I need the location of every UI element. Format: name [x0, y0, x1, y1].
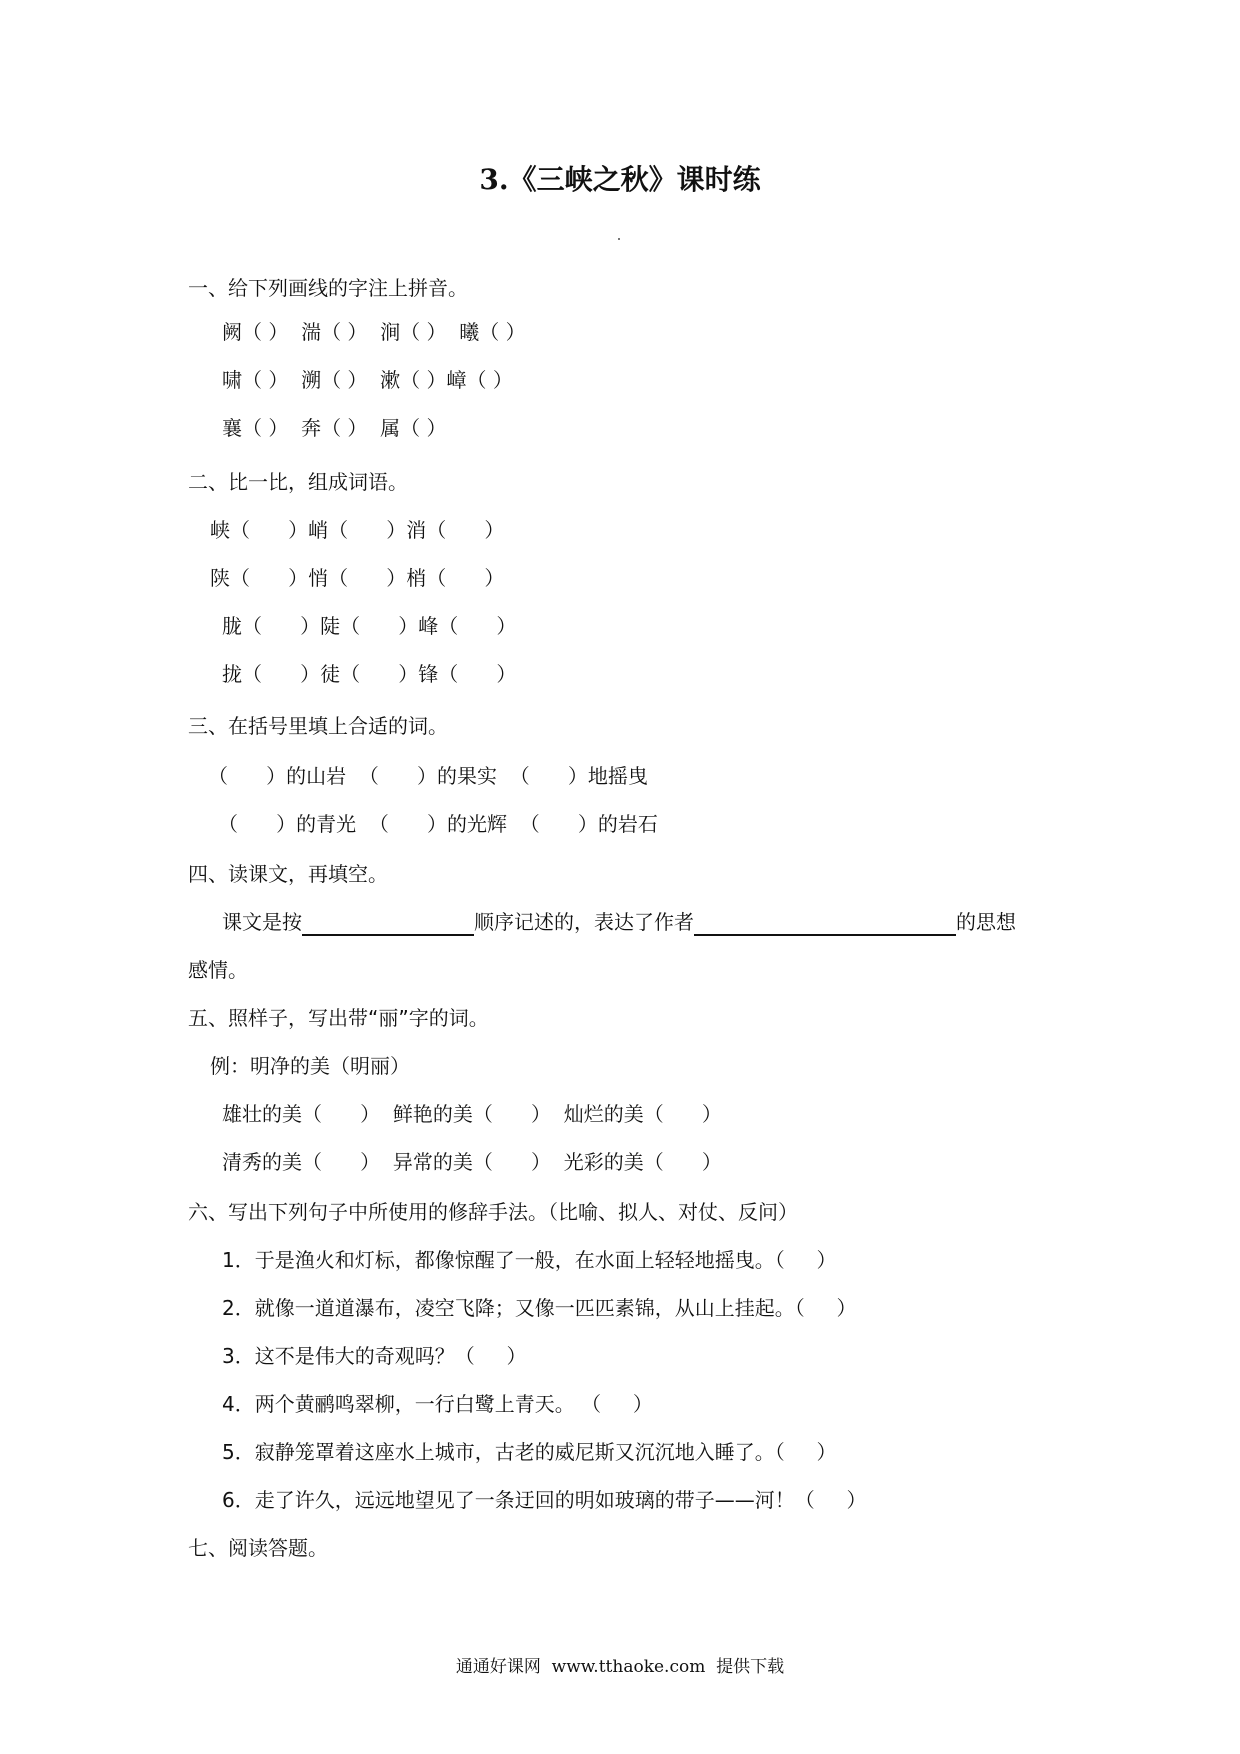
q5-example: 例：明净的美（明丽）	[210, 1054, 410, 1078]
q1-row: 阙（ ） 湍（ ） 涧（ ） 曦（ ）	[222, 320, 526, 344]
q1-heading: 一、给下列画线的字注上拼音。	[188, 276, 468, 300]
page-title: 3.《三峡之秋》课时练	[479, 163, 761, 196]
stray-dot	[618, 238, 620, 240]
q3-heading: 三、在括号里填上合适的词。	[188, 714, 448, 738]
q4-blank-feeling[interactable]	[694, 912, 956, 936]
q6-heading: 六、写出下列句子中所使用的修辞手法。（比喻、拟人、对仗、反问）	[188, 1200, 798, 1224]
q3-row: （ ）的青光 （ ）的光辉 （ ）的岩石	[218, 812, 658, 836]
q6-item: 5．寂静笼罩着这座水上城市，古老的威尼斯又沉沉地入睡了。（ ）	[222, 1440, 837, 1464]
q6-item: 2．就像一道道瀑布，凌空飞降；又像一匹匹素锦，从山上挂起。（ ）	[222, 1296, 857, 1320]
q2-row: 胧（ ）陡（ ）峰（ ）	[222, 614, 517, 638]
q2-row: 拢（ ）徒（ ）锋（ ）	[222, 662, 517, 686]
q2-heading: 二、比一比，组成词语。	[188, 470, 408, 494]
q6-item: 3．这不是伟大的奇观吗？（ ）	[222, 1344, 527, 1368]
q5-row: 雄壮的美（ ） 鲜艳的美（ ） 灿烂的美（ ）	[222, 1102, 722, 1126]
q1-row: 襄（ ） 奔（ ） 属（ ）	[222, 416, 447, 440]
q4-text-part1: 课文是按	[222, 910, 302, 934]
q2-row: 陕（ ）悄（ ）梢（ ）	[210, 566, 505, 590]
q4-text-part3: 的思想	[956, 910, 1016, 934]
q5-row: 清秀的美（ ） 异常的美（ ） 光彩的美（ ）	[222, 1150, 722, 1174]
q4-blank-order[interactable]	[302, 912, 474, 936]
q1-row: 啸（ ） 溯（ ） 漱（ ）嶂（ ）	[222, 368, 513, 392]
q4-text-part2: 顺序记述的，表达了作者	[474, 910, 694, 934]
q5-heading: 五、照样子，写出带“丽”字的词。	[188, 1006, 489, 1030]
q6-item: 6．走了许久，远远地望见了一条迂回的明如玻璃的带子——河！（ ）	[222, 1488, 867, 1512]
q2-row: 峡（ ）峭（ ）消（ ）	[210, 518, 505, 542]
q6-item: 4．两个黄鹂鸣翠柳，一行白鹭上青天。 （ ）	[222, 1392, 653, 1416]
footer-credit: 通通好课网 www.tthaoke.com 提供下载	[455, 1657, 785, 1677]
q6-item: 1．于是渔火和灯标，都像惊醒了一般，在水面上轻轻地摇曳。（ ）	[222, 1248, 837, 1272]
q7-heading: 七、阅读答题。	[188, 1536, 328, 1560]
q3-row: （ ）的山岩 （ ）的果实 （ ）地摇曳	[208, 764, 648, 788]
q4-heading: 四、读课文，再填空。	[188, 862, 388, 886]
q4-sentence	[222, 908, 1016, 936]
q4-continuation: 感情。	[188, 958, 248, 982]
